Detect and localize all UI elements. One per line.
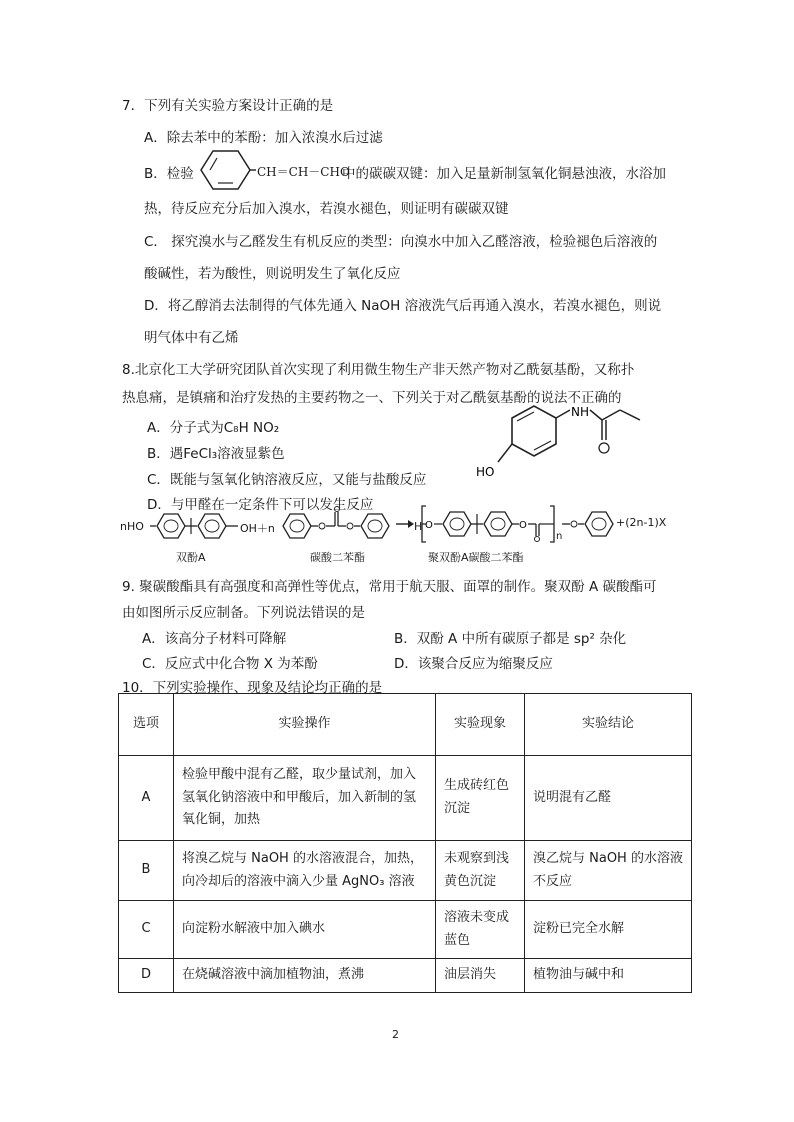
- q8-option-b: B．遇FeCl₃溶液显紫色: [147, 446, 285, 462]
- row-option: B: [119, 841, 174, 901]
- row-option: C: [119, 901, 174, 959]
- q7-stem: 7．下列有关实验方案设计正确的是: [122, 98, 334, 114]
- label-diphenyl-carbonate: 碳酸二苯酯: [310, 551, 365, 564]
- row-option: A: [119, 756, 174, 841]
- eq-h-end: H: [414, 520, 423, 533]
- reaction-arrow-icon: [396, 518, 414, 530]
- table-row: [119, 901, 692, 959]
- q7-option-c-line1: C． 探究溴水与乙醛发生有机反应的类型：向溴水中加入乙醛溶液，检验褪色后溶液的: [144, 234, 658, 250]
- q7-option-b-prefix: B．检验: [144, 166, 194, 182]
- row-phenomenon: 生成砖红色沉淀: [436, 756, 525, 841]
- q7-option-b-chain: CH＝CH－CHO: [257, 165, 350, 179]
- row-operation: 向淀粉水解液中加入碘水: [174, 901, 436, 959]
- header-conclusion: 实验结论: [525, 694, 692, 756]
- table-row: [119, 959, 692, 993]
- q9-stem-line1: 9. 聚碳酸酯具有高强度和高弹性等优点，常用于航天服、面罩的制作。聚双酚 A 碳酸酯可: [122, 579, 657, 595]
- header-operation: 实验操作: [174, 694, 436, 756]
- diphenyl-carbonate-structure: [282, 506, 394, 542]
- eq-subscript-n: n: [556, 531, 563, 542]
- q8-stem-line2: 热息痛，是镇痛和治疗发热的主要药物之一、下列关于对乙酰氨基酚的说法不正确的: [122, 390, 622, 406]
- ho-label: HO: [476, 465, 495, 479]
- row-option: D: [119, 959, 174, 993]
- row-operation: 检验甲酸中混有乙醛，取少量试剂，加入氢氧化钠溶液中和甲酸后，加入新制的氢氧化铜，加热: [174, 756, 436, 841]
- q9-stem-line2: 由如图所示反应制备。下列说法错误的是: [122, 605, 365, 621]
- eq-byproduct: +(2n-1)X: [616, 516, 667, 529]
- row-operation: 在烧碱溶液中滴加植物油，煮沸: [174, 959, 436, 993]
- nh-label: NH: [571, 405, 589, 419]
- q10-stem: 10．下列实验操作、现象及结论均正确的是: [122, 680, 383, 696]
- q10-table: [118, 693, 692, 993]
- row-conclusion: 说明混有乙醛: [525, 756, 692, 841]
- q8-option-d: D．与甲醛在一定条件下可以发生反应: [147, 497, 374, 513]
- q9-option-c: C．反应式中化合物 X 为苯酚: [142, 656, 318, 672]
- eq-bisphenol-left: nHO: [120, 520, 144, 533]
- poly-o2-label: O: [519, 520, 527, 531]
- q8-stem-line1: 8.北京化工大学研究团队首次实现了利用微生物生产非天然产物对乙酰氨基酚，又称扑: [122, 362, 635, 378]
- table-row: [119, 756, 692, 841]
- q9-option-a: A．该高分子材料可降解: [142, 631, 287, 647]
- row-conclusion: 溴乙烷与 NaOH 的水溶液不反应: [525, 841, 692, 901]
- row-phenomenon: 溶液未变成蓝色: [436, 901, 525, 959]
- header-phenomenon: 实验现象: [436, 694, 525, 756]
- label-bisphenol-a: 双酚A: [176, 551, 206, 564]
- benzene-ring-icon: [196, 147, 256, 193]
- page-number: 2: [392, 1028, 399, 1041]
- label-polycarbonate: 聚双酚A碳酸二苯酯: [428, 551, 524, 564]
- header-option: 选项: [119, 694, 174, 756]
- q8-option-c: C．既能与氢氧化钠溶液反应，又能与盐酸反应: [147, 472, 427, 488]
- row-operation: 将溴乙烷与 NaOH 的水溶液混合，加热，向冷却后的溶液中滴入少量 AgNO₃ 溶液: [174, 841, 436, 901]
- poly-o1-label: O: [425, 520, 433, 531]
- q7-option-d-line1: D．将乙醇消去法制得的气体先通入 NaOH 溶液洗气后再通入溴水，若溴水褪色，则说: [144, 298, 662, 314]
- q7-option-a: A．除去苯中的苯酚：加入浓溴水后过滤: [144, 130, 383, 146]
- q7-option-c-line2: 酸碱性，若为酸性，则说明发生了氧化反应: [144, 266, 401, 282]
- q9-option-d: D．该聚合反应为缩聚反应: [394, 656, 553, 672]
- eq-oh-plus-n: OH＋n: [240, 522, 275, 535]
- q8-option-a: A．分子式为C₈H NO₂: [147, 420, 280, 436]
- q10-header-row: [119, 694, 692, 756]
- q7-option-d-line2: 明气体中有乙烯: [144, 330, 239, 346]
- acetaminophen-structure: [470, 404, 650, 492]
- row-conclusion: 淀粉已完全水解: [525, 901, 692, 959]
- row-conclusion: 植物油与碱中和: [525, 959, 692, 993]
- polycarbonate-repeat-unit: [420, 504, 563, 544]
- bisphenol-a-rings: [150, 510, 238, 542]
- row-phenomenon: 未观察到浅黄色沉淀: [436, 841, 525, 901]
- end-group-phenyl: [562, 508, 614, 540]
- q7-option-b-line2: 热，待反应充分后加入溴水，若溴水褪色，则证明有碳碳双键: [144, 201, 509, 217]
- q7-option-b-text: 中的碳碳双键：加入足量新制氢氧化铜悬浊液，水浴加: [342, 166, 666, 182]
- row-phenomenon: 油层消失: [436, 959, 525, 993]
- q9-option-b: B．双酚 A 中所有碳原子都是 sp² 杂化: [394, 631, 627, 647]
- table-row: [119, 841, 692, 901]
